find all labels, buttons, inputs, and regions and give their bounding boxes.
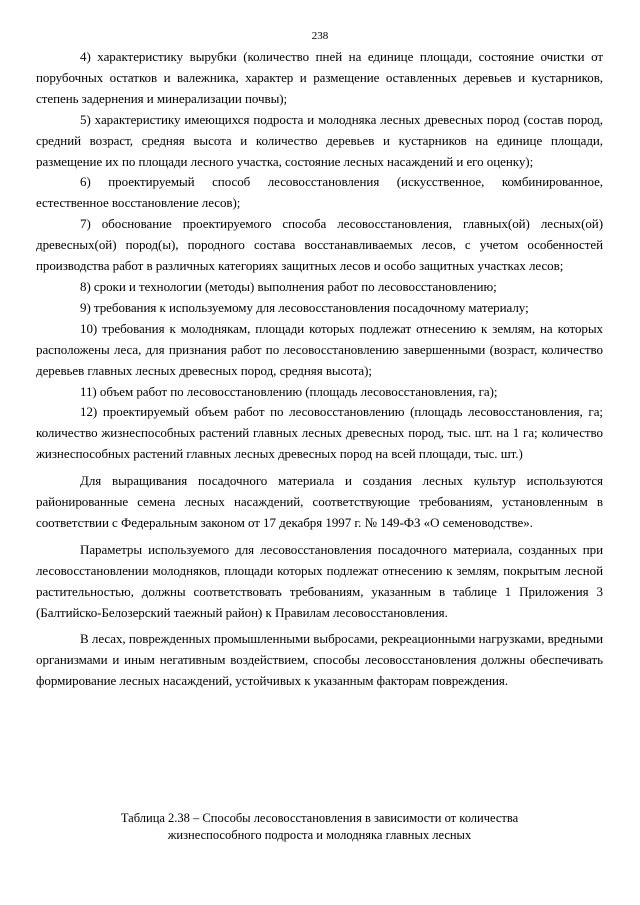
paragraph-seed-requirements: Для выращивания посадочного материала и создания лесных культур используются районированные семена лесных насаждений, соответствующие требованиям, установленным в соответствии с Федеральным законом от 17 декабря 1997 г. № 149-ФЗ «О семеноводстве». [36,473,603,530]
paragraph-item-6: 6) проектируемый способ лесовосстановления (искусственное, комбинированное, естественное восстановление лесов); [36,174,603,211]
paragraph-planting-parameters: Параметры используемого для лесовосстановления посадочного материала, созданных при лесовосстановлении молодняков, площади которых подлежат отнесению к землям, покрытым лесной растительностью, должны соответствовать требованиям, указанным в таблице 1 Приложения 3 (Балтийско-Белозерский таежный район) к Правилам лесовосстановления. [36,541,603,620]
document-body [36,47,603,692]
paragraph-item-12: 12) проектируемый объем работ по лесовосстановлению (площадь лесовосстановления, га; количество жизнеспособных растений главных лесных древесных пород, тыс. шт. на 1 га; количество жизнеспособных растений главных лесных древесных пород на всей площади, тыс. шт.) [36,404,603,462]
paragraph-item-10: 10) требования к молоднякам, площади которых подлежат отнесению к землям, на которых расположены леса, для признания работ по лесовосстановлению завершенными (возраст, количество деревьев главных лесных древесных пород, средняя высота); [36,320,603,378]
paragraph-damaged-forests: В лесах, поврежденных промышленными выбросами, рекреационными нагрузками, вредными организмами и иным негативным воздействием, способы лесовосстановления должны обеспечивать формирование лесных насаждений, устойчивых к указанным факторам повреждения. [36,631,603,689]
paragraph-item-9: 9) требования к используемому для лесовосстановления посадочному материалу; [80,299,529,315]
paragraph-item-4: 4) характеристику вырубки (количество пней на единице площади, состояние очистки от порубочных остатков и валежника, характер и размещение оставленных деревьев и кустарников, степень задернения и минерализации почвы); [36,49,603,106]
paragraph-item-5: 5) характеристику имеющихся подроста и молодняка лесных древесных пород (состав пород, средний возраст, средняя высота и количество деревьев и кустарников на единице площади, размещение их по площади лесного участка, состояние лесных насаждений и его оценку); [36,111,603,169]
paragraph-item-8: 8) сроки и технологии (методы) выполнения работ по лесовосстановлению; [80,278,497,294]
page-number: 238 [311,30,329,42]
table-caption [36,810,603,844]
paragraph-item-11: 11) объем работ по лесовосстановлению (площадь лесовосстановления, га); [80,383,498,399]
table-caption-line-2: жизнеспособного подроста и молодняка главных лесных [167,828,472,842]
paragraph-item-7: 7) обоснование проектируемого способа лесовосстановления, главных(ой) лесных(ой) древесных(ой) пород(ы), породного состава восстанавливаемых лесов, с учетом особенностей производства работ в различных категориях защитных лесов и особо защитных участках лесов; [36,216,603,274]
table-caption-line-1: Таблица 2.38 – Способы лесовосстановления в зависимости от количества [120,811,519,825]
